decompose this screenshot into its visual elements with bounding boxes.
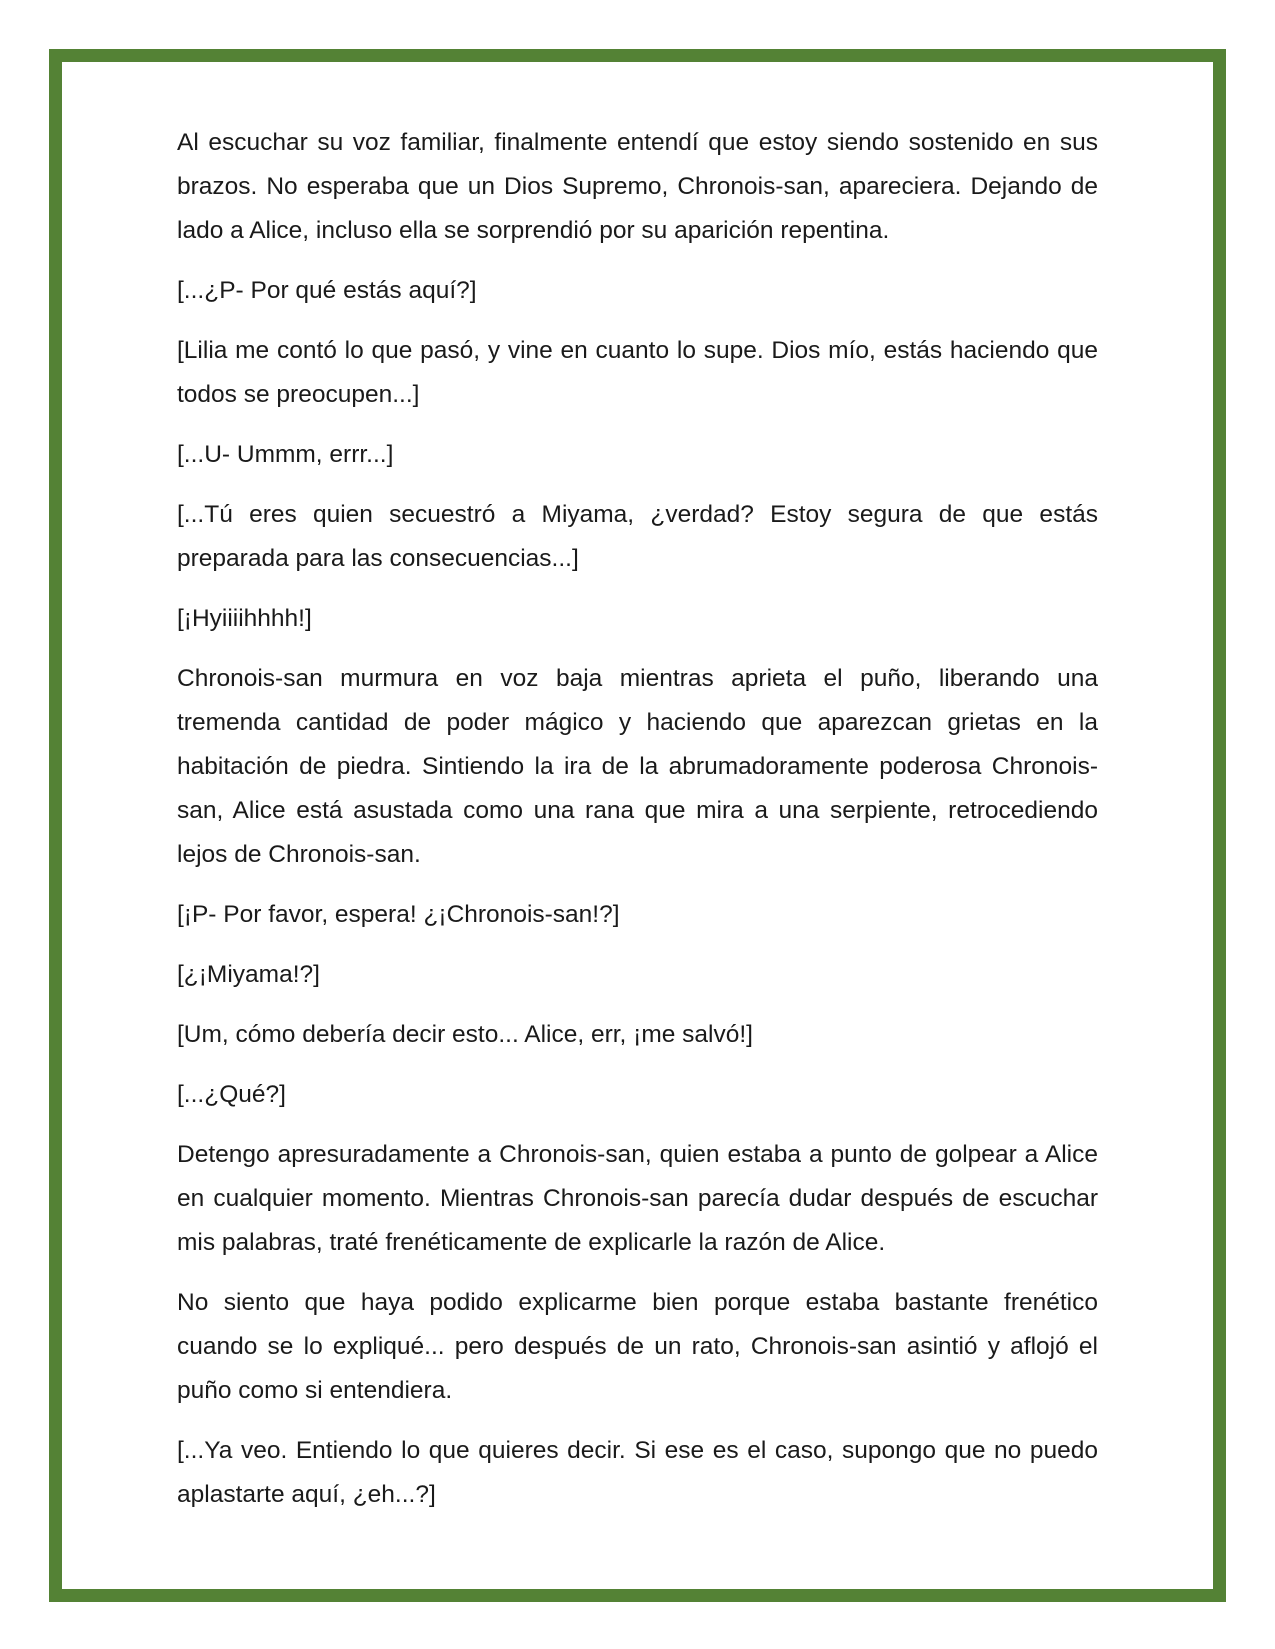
paragraph-narration-2: Chronois-san murmura en voz baja mientras aprieta el puño, liberando una tremenda cantidad de poder mágico y haciendo que aparezcan grietas en la habitación de piedra. Sintiendo la ira de la abrumadoramente poderosa Chronois-san, Alice está asustada como una rana que mira a una serpiente, retrocediendo lejos de Chronois-san.: [177, 665, 1098, 868]
paragraph-dialogue-6: [¡P- Por favor, espera! ¿¡Chronois-san!?]: [177, 901, 620, 928]
paragraph-dialogue-10: [...Ya veo. Entiendo lo que quieres decir. Si ese es el caso, supongo que no puedo aplastarte aquí, ¿eh...?]: [177, 1437, 1098, 1508]
paragraph-dialogue-5: [¡Hyiiiihhhh!]: [177, 605, 312, 632]
paragraph-narration-3: Detengo apresuradamente a Chronois-san, quien estaba a punto de golpear a Alice en cualquier momento. Mientras Chronois-san parecía dudar después de escuchar mis palabras, traté frenéticamente de explicarle la razón de Alice.: [177, 1141, 1098, 1256]
paragraph-dialogue-2: [Lilia me contó lo que pasó, y vine en cuanto lo supe. Dios mío, estás haciendo que todos se preocupen...]: [177, 337, 1098, 408]
paragraph-narration-1: Al escuchar su voz familiar, finalmente entendí que estoy siendo sostenido en sus brazos. No esperaba que un Dios Supremo, Chronois-san, apareciera. Dejando de lado a Alice, incluso ella se sorprendió por su aparición repentina.: [177, 129, 1098, 244]
paragraph-narration-4: No siento que haya podido explicarme bien porque estaba bastante frenético cuando se lo expliqué... pero después de un rato, Chronois-san asintió y aflojó el puño como si entendiera.: [177, 1289, 1098, 1404]
paragraph-dialogue-8: [Um, cómo debería decir esto... Alice, err, ¡me salvó!]: [177, 1021, 753, 1048]
paragraph-dialogue-7: [¿¡Miyama!?]: [177, 961, 320, 988]
paragraph-dialogue-4: [...Tú eres quien secuestró a Miyama, ¿verdad? Estoy segura de que estás preparada para las consecuencias...]: [177, 501, 1098, 572]
paragraph-dialogue-9: [...¿Qué?]: [177, 1081, 286, 1108]
paragraph-dialogue-3: [...U- Ummm, errr...]: [177, 441, 394, 468]
paragraph-dialogue-1: [...¿P- Por qué estás aquí?]: [177, 277, 477, 304]
document-body: [177, 121, 1098, 1533]
